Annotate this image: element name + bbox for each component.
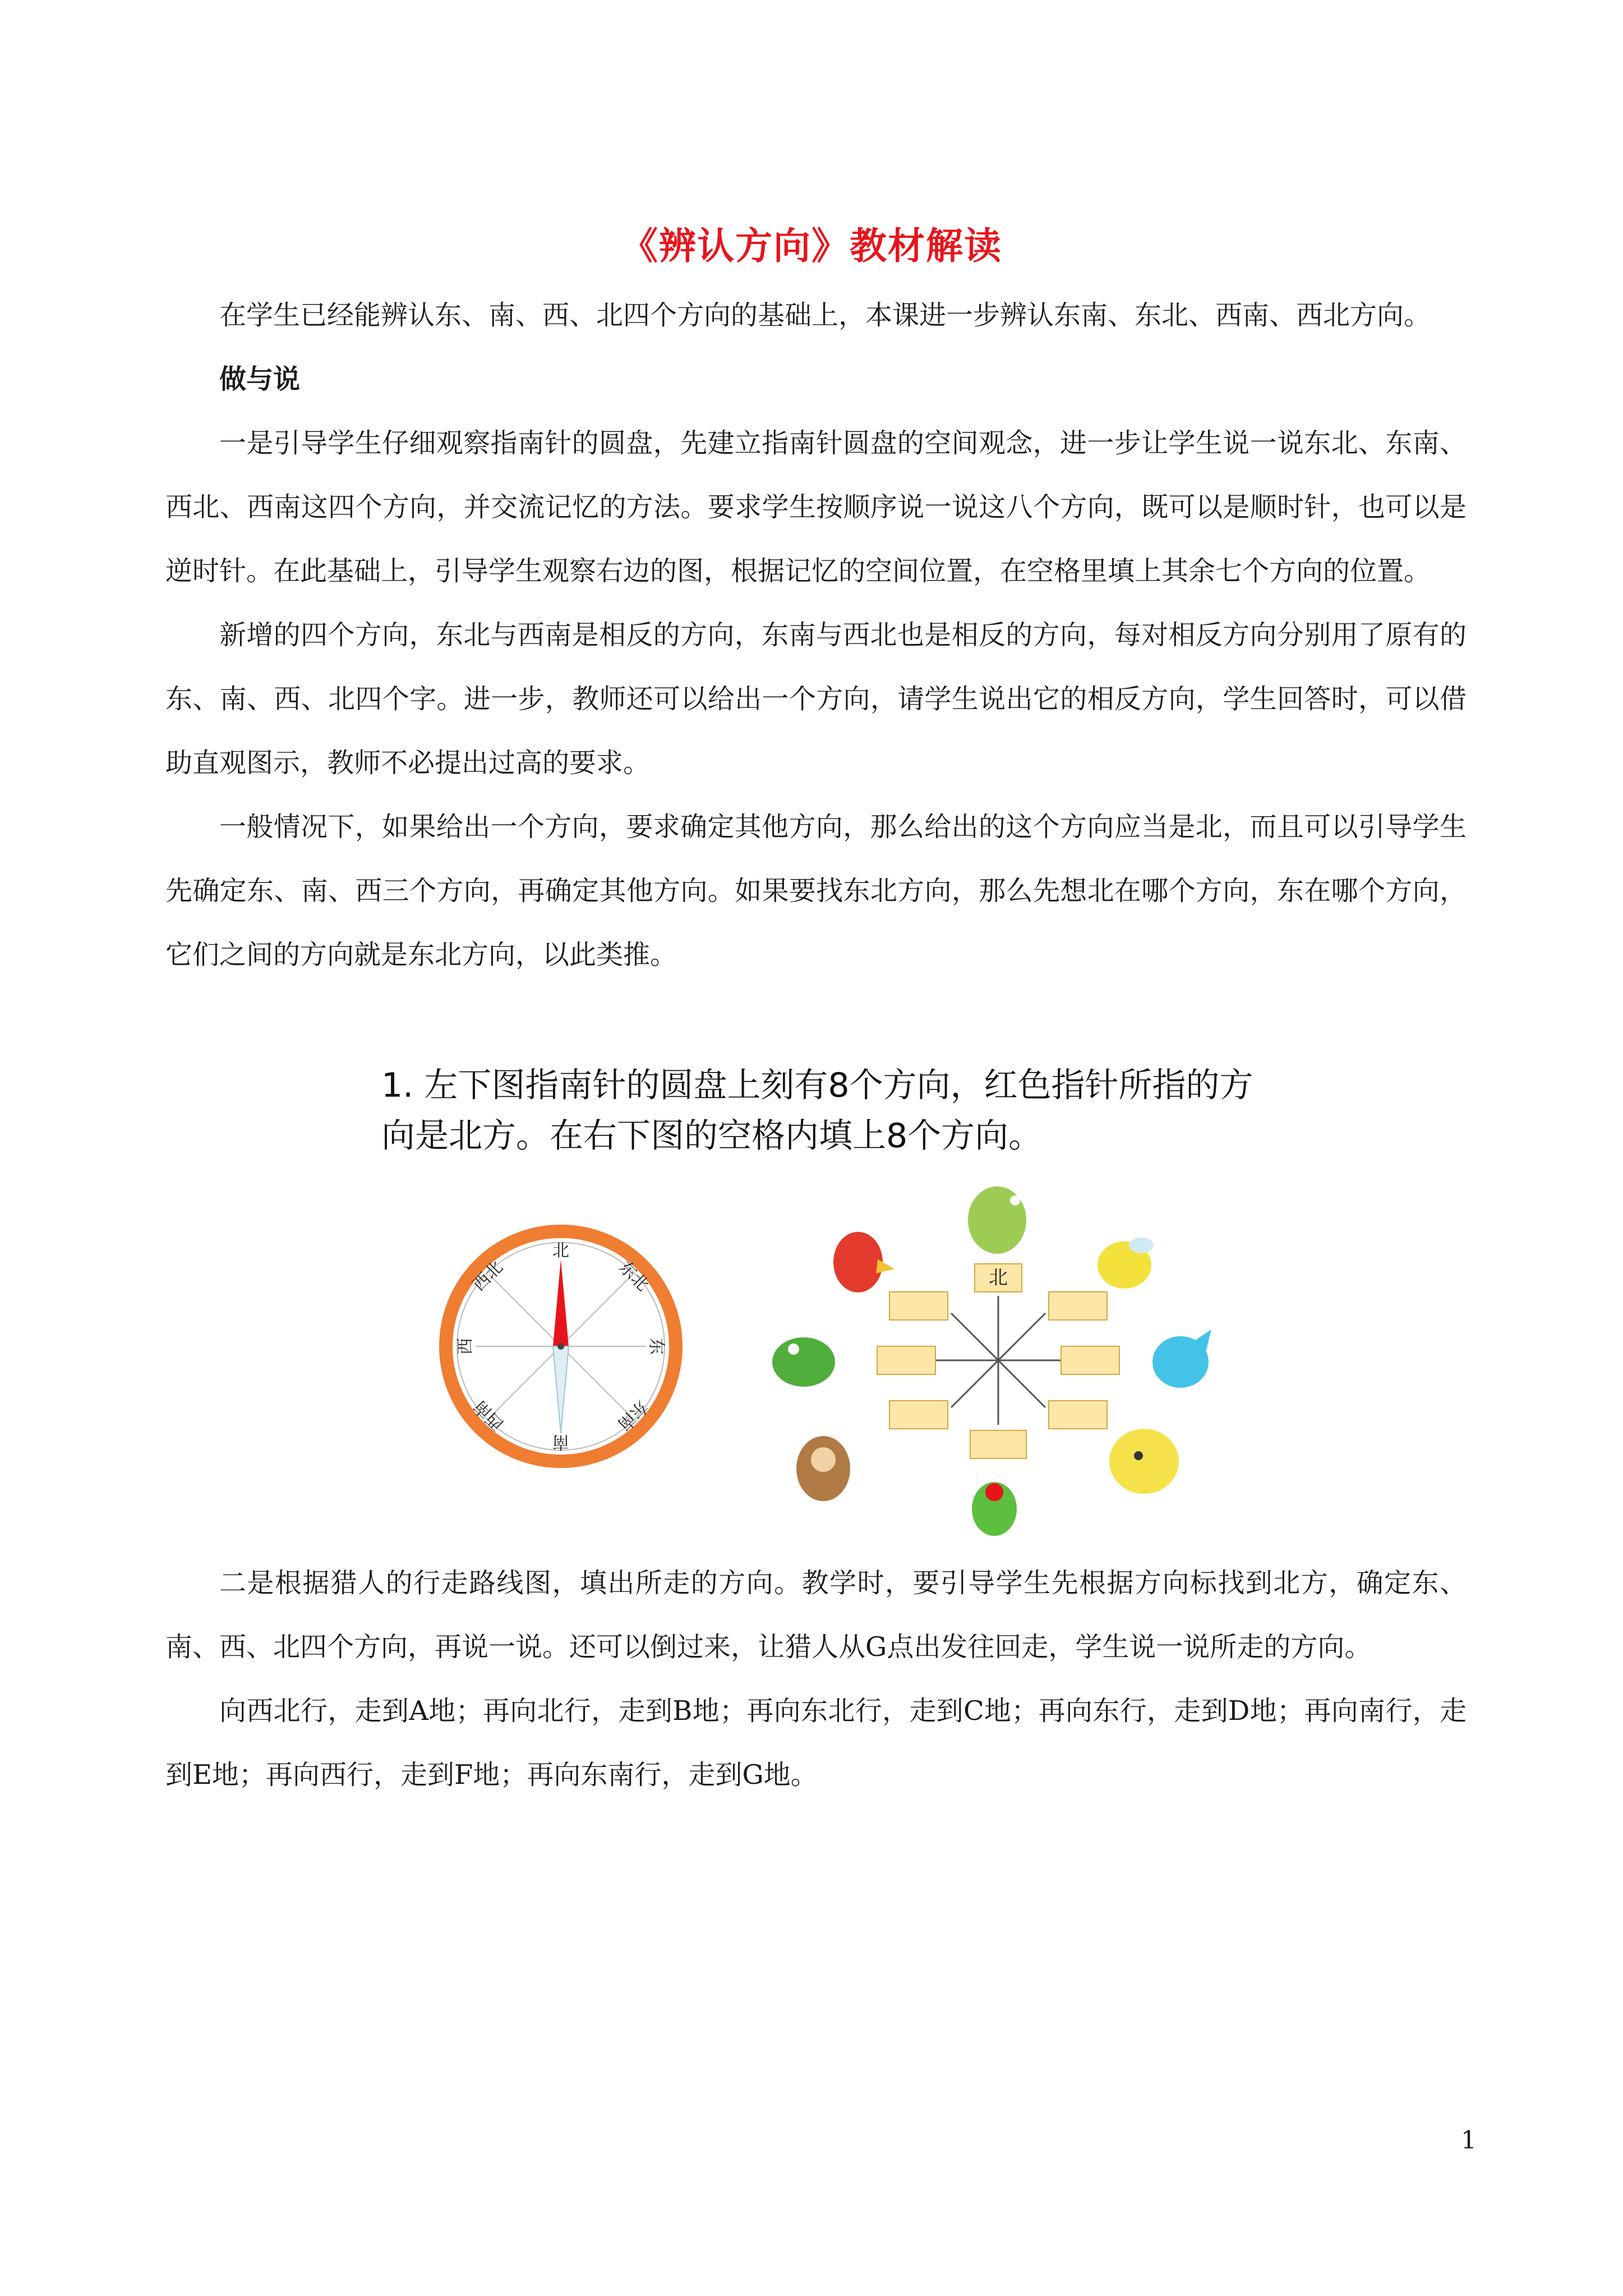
figure-caption: 1. 左下图指南针的圆盘上刻有8个方向，红色指针所指的方向是北方。在右下图的空格内填上8个方向。 <box>381 1066 1253 1156</box>
compass <box>446 1231 676 1461</box>
textbook-figure <box>370 1060 1256 1565</box>
monkey-icon <box>796 1436 850 1501</box>
fish-icon <box>1152 1329 1211 1388</box>
grid-north-label: 北 <box>989 1267 1008 1289</box>
cat-icon <box>1109 1429 1179 1494</box>
compass-label-ne: 东北 <box>615 1257 653 1295</box>
compass-label-sw: 西南 <box>470 1396 508 1434</box>
needle-north <box>553 1259 569 1346</box>
compass-label-s: 南 <box>552 1432 569 1452</box>
needle-south <box>553 1346 569 1433</box>
box-northeast <box>1049 1292 1107 1320</box>
intro-paragraph: 在学生已经能辨认东、南、西、北四个方向的基础上，本课进一步辨认东南、东北、西南、西北方向。 <box>219 300 1431 331</box>
bee-icon <box>1098 1237 1154 1289</box>
direction-grid <box>877 1264 1119 1458</box>
paragraph-5: 向西北行，走到A地；再向北行，走到B地；再向东北行，走到C地；再向东行，走到D地；再向南行，走到E地；再向西行，走到F地；再向东南行，走到G地。 <box>165 1695 1467 1791</box>
body-top <box>165 283 1467 987</box>
page-number: 1 <box>1461 2126 1477 2155</box>
compass-label-e: 东 <box>646 1338 666 1355</box>
paragraph-2: 新增的四个方向，东北与西南是相反的方向，东南与西北也是相反的方向，每对相反方向分别用了原有的东、南、西、北四个字。进一步，教师还可以给出一个方向，请学生说出它的相反方向，学生回答时，可以借助直观图示，教师不必提出过高的要求。 <box>165 619 1467 779</box>
elephant-icon <box>968 1186 1026 1254</box>
box-southwest <box>889 1401 948 1429</box>
compass-label-nw: 西北 <box>469 1257 507 1295</box>
dragon-icon <box>972 1482 1017 1536</box>
frog-icon <box>772 1337 835 1387</box>
box-west <box>877 1346 935 1374</box>
compass-label-se: 东南 <box>614 1396 652 1434</box>
page-title: 《辨认方向》教材解读 <box>621 224 1002 268</box>
box-southeast <box>1049 1401 1107 1429</box>
compass-label-w: 西 <box>455 1338 476 1355</box>
section-heading: 做与说 <box>219 364 301 395</box>
parrot-icon <box>833 1232 895 1292</box>
paragraph-4: 二是根据猎人的行走路线图，填出所走的方向。教学时，要引导学生先根据方向标找到北方，确定东、南、西、北四个方向，再说一说。还可以倒过来，让猎人从G点出发往回走，学生说一说所走的方向。 <box>165 1567 1467 1663</box>
box-east <box>1061 1346 1119 1374</box>
box-south <box>970 1430 1026 1458</box>
paragraph-3: 一般情况下，如果给出一个方向，要求确定其他方向，那么给出的这个方向应当是北，而且可以引导学生先确定东、南、西三个方向，再确定其他方向。如果要找东北方向，那么先想北在哪个方向，东在哪个方向，它们之间的方向就是东北方向，以此类推。 <box>165 811 1467 970</box>
compass-label-n: 北 <box>552 1241 569 1261</box>
paragraph-1: 一是引导学生仔细观察指南针的圆盘，先建立指南针圆盘的空间观念，进一步让学生说一说东北、东南、西北、西南这四个方向，并交流记忆的方法。要求学生按顺序说一说这八个方向，既可以是顺时针，也可以是逆时针。在此基础上，引导学生观察右边的图，根据记忆的空间位置，在空格里填上其余七个方向的位置。 <box>165 427 1467 587</box>
body-bottom <box>165 1551 1467 1807</box>
box-northwest <box>889 1292 948 1320</box>
